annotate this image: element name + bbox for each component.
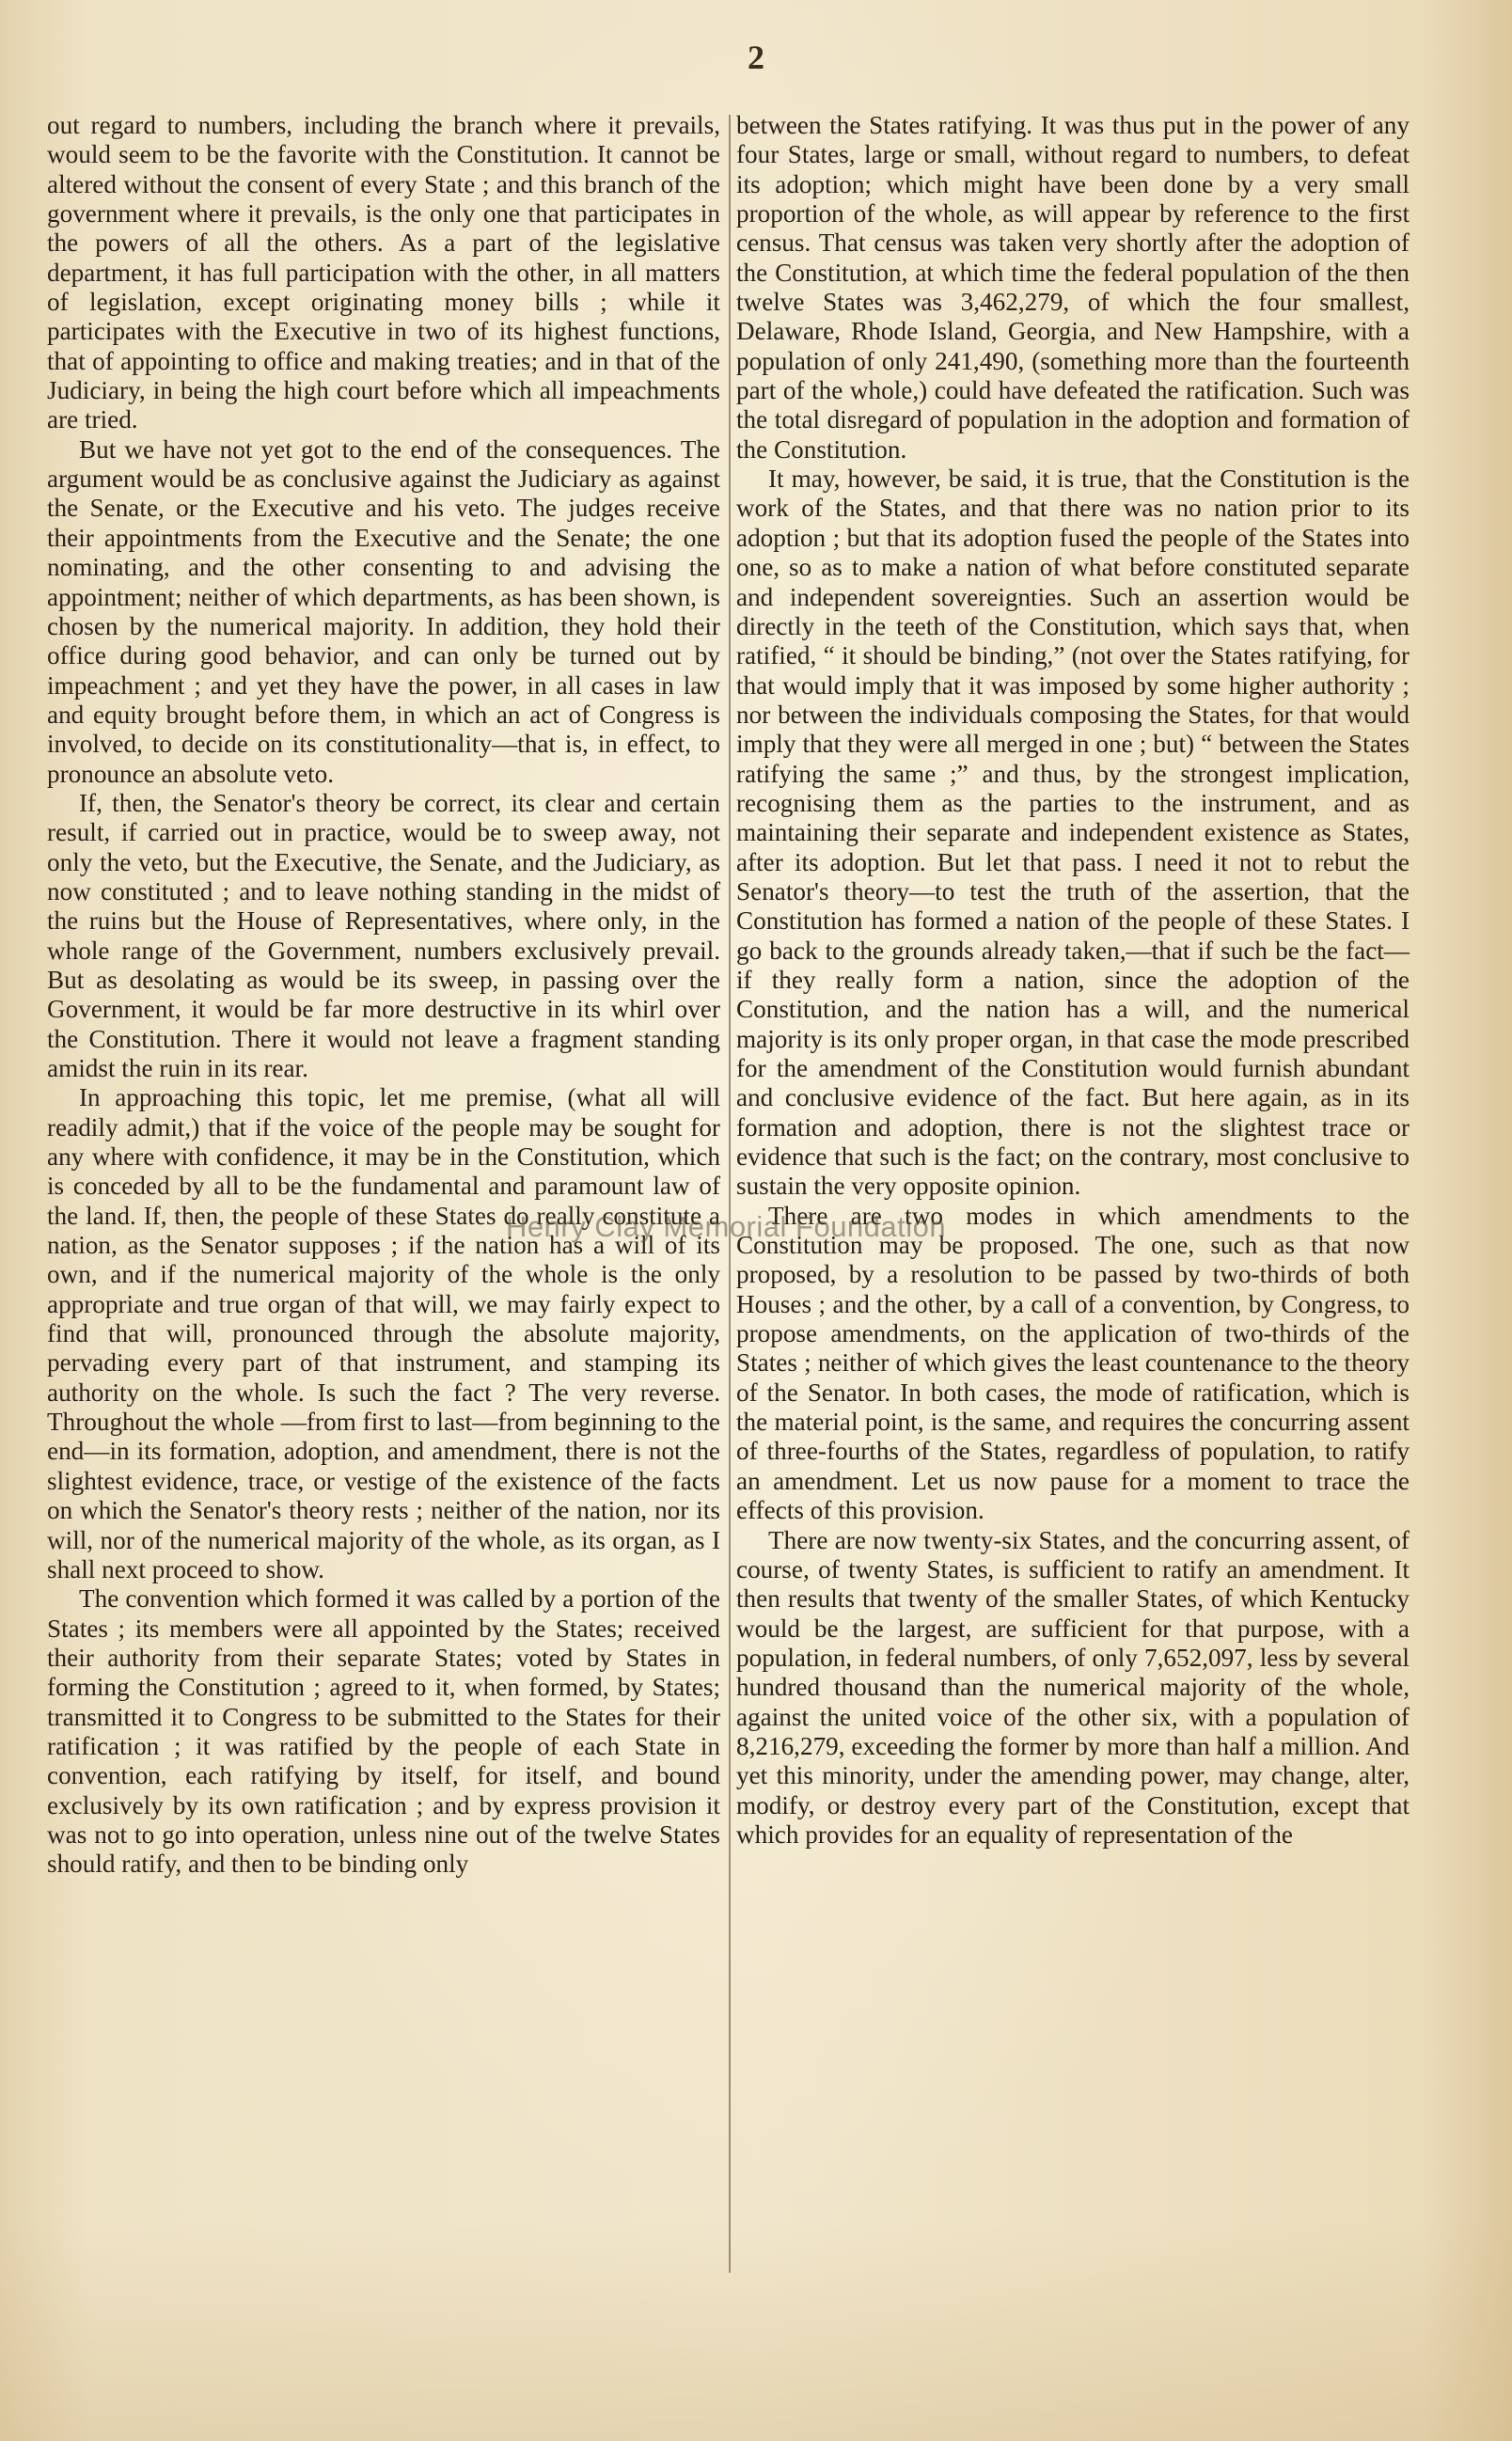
paragraph: The convention which formed it was called by a portion of the States ; its members were all appointed by the States; received their authority from their separate States; voted by States in forming the Constitution ; agreed to it, when formed, by States; transmitted it to Congress to be submitted to the States for their ratification ; it was ratified by the people of each State in convention, each ratifying by itself, for itself, and bound exclusively by its own ratification ; and by express provision it was not to go into operation, unless nine out of the twelve States should ratify, and then to be binding only (47, 1584, 720, 1879)
right-column (736, 111, 1410, 1850)
paper-stain (0, 2225, 1512, 2441)
paragraph: There are two modes in which amendments to the Constitution may be proposed. The one, such as that now proposed, by a resolution to be passed by two-thirds of both Houses ; and the other, by a call of a convention, by Congress, to propose amendments, on the application of two-thirds of the States ; neither of which gives the least countenance to the theory of the Senator. In both cases, the mode of ratification, which is the material point, is the same, and requires the concurring assent of three-fourths of the States, regardless of population, to ratify an amendment. Let us now pause for a moment to trace the effects of this provision. (736, 1201, 1410, 1525)
paragraph: There are now twenty-six States, and the concurring assent, of course, of twenty States, is sufficient to ratify an amendment. It then results that twenty of the smaller States, of which Kentucky would be the largest, are sufficient for that purpose, with a population, in federal numbers, of only 7,652,097, less by several hundred thousand than the numerical majority of the whole, against the united voice of the other six, with a population of 8,216,279, exceeding the former by more than half a million. And yet this minority, under the amending power, may change, alter, modify, or destroy every part of the Constitution, except that which provides for an equality of representation of the (736, 1525, 1410, 1849)
page-number: 2 (748, 39, 764, 76)
column-divider (729, 115, 731, 2273)
paragraph: In approaching this topic, let me premise, (what all will readily admit,) that if the voice of the people may be sought for any where with confidence, it may be in the Constitution, which is conceded by all to be the fundamental and paramount law of the land. If, then, the people of these States do really constitute a nation, as the Senator supposes ; if the nation has a will of its own, and if the numerical majority of the whole is the only appropriate and true organ of that will, we may fairly expect to find that will, pronounced through the absolute majority, pervading every part of that instrument, and stamping its authority on the whole. Is such the fact ? The very reverse. Throughout the whole —from first to last—from beginning to the end—in its formation, adoption, and amendment, there is not the slightest evidence, trace, or vestige of the existence of the facts on which the Senator's theory rests ; neither of the nation, nor its will, nor of the numerical majority of the whole, as its organ, as I shall next proceed to show. (47, 1083, 720, 1583)
paragraph: out regard to numbers, including the branch where it prevails, would seem to be the favorite with the Constitution. It cannot be altered without the consent of every State ; and this branch of the government where it prevails, is the only one that participates in the powers of all the others. As a part of the legislative department, it has full participation with the other, in all matters of legislation, except originating money bills ; while it participates with the Executive in two of its highest functions, that of appointing to office and making treaties; and in that of the Judiciary, in being the high court before which all impeachments are tried. (47, 111, 720, 434)
paragraph: But we have not yet got to the end of the consequences. The argument would be as conclusive against the Judiciary as against the Senate, or the Executive and his veto. The judges receive their appointments from the Executive and the Senate; the one nominating, and the other consenting to and advising the appointment; neither of which departments, as has been shown, is chosen by the numerical majority. In addition, they hold their office during good behavior, and can only be turned out by impeachment ; and yet they have the power, in all cases in law and equity brought before them, in which an act of Congress is involved, to decide on its constitutionality—that is, in effect, to pronounce an absolute veto. (47, 434, 720, 788)
watermark: Henry Clay Memorial Foundation (506, 1210, 947, 1243)
paragraph: If, then, the Senator's theory be correct, its clear and certain result, if carried out in practice, would be to sweep away, not only the veto, but the Executive, the Senate, and the Judiciary, as now constituted ; and to leave nothing standing in the midst of the ruins but the House of Representatives, where only, in the whole range of the Government, numbers exclusively prevail. But as desolating as would be its sweep, in passing over the Government, it would be far more destructive in its whirl over the Constitution. There it would not leave a fragment standing amidst the ruin in its rear. (47, 788, 720, 1082)
left-column (47, 111, 720, 1880)
paragraph: between the States ratifying. It was thus put in the power of any four States, large or small, without regard to numbers, to defeat its adoption; which might have been done by a very small proportion of the whole, as will appear by reference to the first census. That census was taken very shortly after the adoption of the Constitution, at which time the federal population of the then twelve States was 3,462,279, of which the four smallest, Delaware, Rhode Island, Georgia, and New Hampshire, with a population of only 241,490, (something more than the fourteenth part of the whole,) could have defeated the ratification. Such was the total disregard of population in the adoption and formation of the Constitution. (736, 111, 1410, 464)
paragraph: It may, however, be said, it is true, that the Constitution is the work of the States, and that there was no nation prior to its adoption ; but that its adoption fused the people of the States into one, so as to make a nation of what before constituted separate and independent sovereignties. Such an assertion would be directly in the teeth of the Constitution, which says that, when ratified, “ it should be binding,” (not over the States ratifying, for that would imply that it was imposed by some higher authority ; nor between the individuals composing the States, for that would imply that they were all merged in one ; but) “ between the States ratifying the same ;” and thus, by the strongest implication, recognising them as the parties to the instrument, and as maintaining their separate and independent existence as States, after its adoption. But let that pass. I need it not to rebut the Senator's theory—to test the truth of the assertion, that the Constitution has formed a nation of the people of these States. I go back to the grounds already taken,—that if such be the fact—if they really form a nation, since the adoption of the Constitution, and the nation has a will, and the numerical majority is its only proper organ, in that case the mode prescribed for the amendment of the Constitution would furnish abundant and conclusive evidence of the fact. But here again, as in its formation and adoption, there is not the slightest trace or evidence that such is the fact; on the contrary, most conclusive to sustain the very opposite opinion. (736, 465, 1410, 1201)
